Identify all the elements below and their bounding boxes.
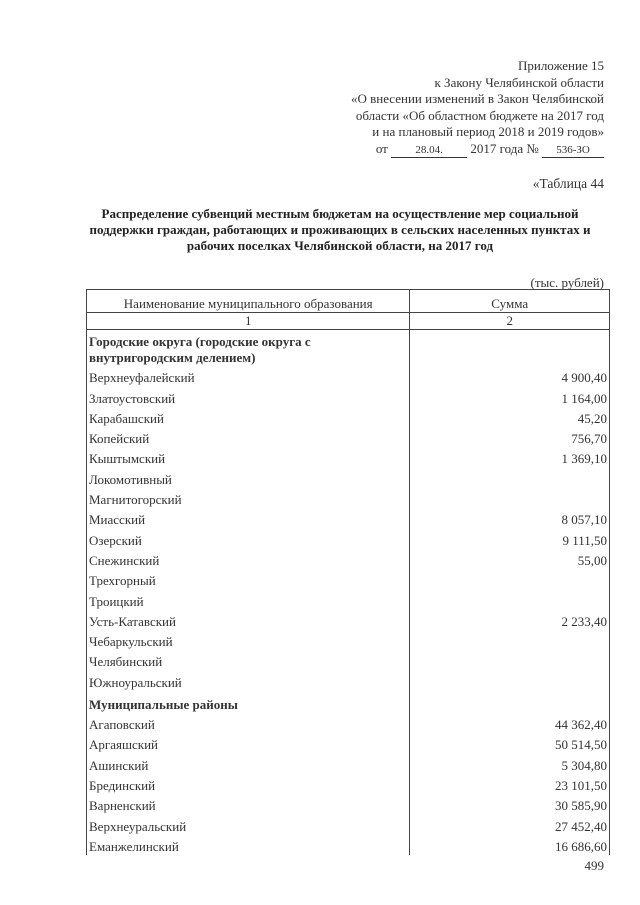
table-row: Магнитогорский [87,488,610,508]
section-header-urban-districts [87,330,610,367]
table-header-row [87,290,610,313]
table-row: Аргаяшский 50 514,50 [87,733,610,753]
table-row: Трехгорный [87,569,610,589]
table-row: Карабашский 45,20 [87,407,610,427]
table-row: Верхнеуральский 27 452,40 [87,814,610,834]
column-number-2: 2 [410,313,610,330]
column-number-row [87,313,610,330]
column-header-name: Наименование муниципального образования [87,290,410,313]
table-row: Снежинский 55,00 [87,549,610,569]
section-title: Муниципальные районы [87,691,410,713]
law-reference-line-3: области «Об областном бюджете на 2017 год [355,107,604,123]
table-row: Локомотивный [87,467,610,487]
table-row: Троицкий [87,589,610,609]
subsidy-table [86,289,610,855]
units-label: (тыс. рублей) [530,275,604,290]
table-label: «Таблица 44 [532,176,604,191]
date-prefix: от [375,140,388,156]
law-date-line [351,141,604,158]
table-row: Челябинский [87,650,610,670]
column-header-sum: Сумма [410,290,610,313]
document-title: Распределение субвенций местным бюджетам на осуществление мер социальной поддержки граждан, работающих и проживающих в сельских населенных пунктах и рабочих поселках Челябинской области, на 2017 год [89,206,591,253]
table-row: Златоустовский 1 164,00 [87,386,610,406]
table-row: Еманжелинский 16 686,60 [87,835,610,855]
table-row: Миасский 8 057,10 [87,508,610,528]
table-row: Ашинский 5 304,80 [87,753,610,773]
section-header-municipal-districts [87,691,610,713]
appendix-number: Приложение 15 [517,58,604,73]
table-row: Озерский 9 111,50 [87,528,610,548]
column-number-1: 1 [87,313,410,330]
law-reference-line-4: и на плановый период 2018 и 2019 годов» [372,124,604,139]
law-number: 536-ЗО [542,144,604,158]
table-row: Чебаркульский [87,630,610,650]
table-row: Варненский 30 585,90 [87,794,610,814]
appendix-header [351,58,604,158]
table-row: Брединский 23 101,50 [87,774,610,794]
table-row: Кыштымский 1 369,10 [87,447,610,467]
table-row: Верхнеуфалейский 4 900,40 [87,366,610,386]
page-number: 499 [584,858,604,873]
law-reference-line-1: к Закону Челябинской области [434,74,604,90]
date-suffix: 2017 года № [470,140,539,156]
table-row: Южноуральский [87,670,610,690]
date-value: 28.04. [391,144,467,158]
law-reference-line-2: «О внесении изменений в Закон Челябинской [350,91,604,106]
table-row: Копейский 756,70 [87,427,610,447]
section-title: Городские округа (городские округа с внутригородским делением) [87,330,410,367]
table-row: Агаповский 44 362,40 [87,713,610,733]
table-row: Усть-Катавский 2 233,40 [87,610,610,630]
